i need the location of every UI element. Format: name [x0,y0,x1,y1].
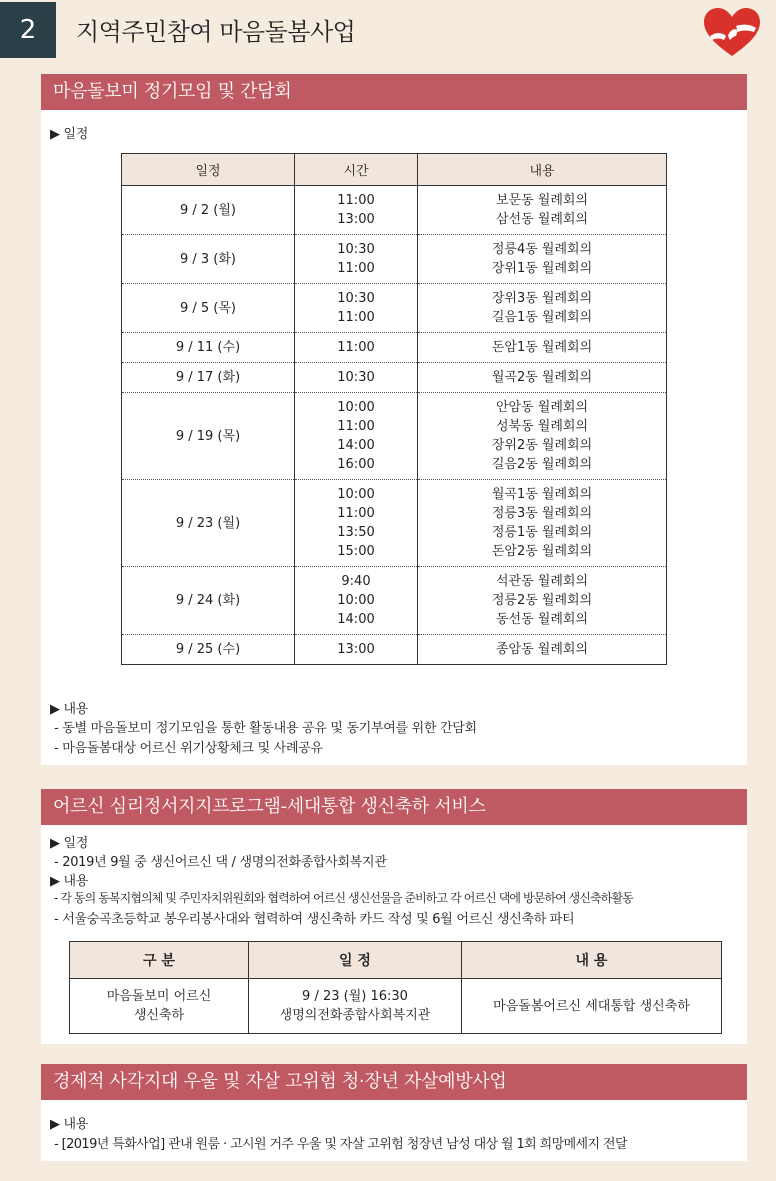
table-row [122,284,667,333]
time-line: 13:00 [337,212,375,227]
cell-time [295,333,418,363]
cell-time [295,235,418,284]
cell-time [295,284,418,333]
cell-time [295,186,418,235]
time-line: 13:00 [337,642,375,657]
cell-content [418,333,667,363]
page-title: 지역주민참여 마음돌봄사업 [76,18,356,46]
table-row [122,393,667,480]
section2-schedule-label: ▶ 일정 [50,836,89,851]
time-line: 11:00 [337,419,375,434]
time-line: 16:00 [337,457,375,472]
col-header-schedule: 일 정 [249,942,462,979]
time-line: 11:00 [337,193,375,208]
section2-title: 어르신 심리정서지지프로그램-세대통합 생신축하 서비스 [41,789,747,825]
content-line: 동선동 월례회의 [495,612,589,627]
cell-content [418,635,667,665]
content-line: 보문동 월례회의 [495,193,589,208]
cell-content: 마음돌봄어르신 세대통합 생신축하 [462,979,722,1034]
content-line: 석관동 월례회의 [495,574,589,589]
cell-content [418,480,667,567]
cell-date: 9 / 25 (수) [122,635,295,665]
content-line: 정릉4동 월례회의 [491,242,593,257]
section1-content-label: ▶ 내용 [50,702,89,717]
schedule-table [121,153,667,665]
cell-category [70,979,249,1034]
col-header-content: 내용 [418,154,667,186]
table-row [122,635,667,665]
section2-content-label: ▶ 내용 [50,874,89,889]
cell-date: 9 / 24 (화) [122,567,295,635]
section3-content-label: ▶ 내용 [50,1117,89,1132]
time-line: 11:00 [337,340,375,355]
time-line: 9:40 [341,574,371,589]
section-number: 2 [0,2,56,58]
table-row [122,480,667,567]
table-row [122,363,667,393]
cell-time [295,567,418,635]
time-line: 11:00 [337,506,375,521]
cell-line: 생신축하 [133,1008,185,1023]
content-line: 정릉1동 월례회의 [491,525,593,540]
col-header-time: 시간 [295,154,418,186]
cell-time [295,635,418,665]
cell-time [295,480,418,567]
content-line: 정릉3동 월례회의 [491,506,593,521]
cell-time [295,363,418,393]
content-line: 길음1동 월례회의 [491,310,593,325]
table-row [122,567,667,635]
content-line: 장위2동 월례회의 [491,438,593,453]
time-line: 10:30 [337,242,375,257]
table-row [122,235,667,284]
table-row [122,333,667,363]
time-line: 11:00 [337,261,375,276]
content-line: 안암동 월례회의 [495,400,589,415]
time-line: 11:00 [337,310,375,325]
content-line: 삼선동 월례회의 [495,212,589,227]
section1-schedule-label: ▶ 일정 [50,127,89,142]
cell-line: 마음돌보미 어르신 [106,989,212,1004]
col-header-category: 구 분 [70,942,249,979]
content-line: 성북동 월례회의 [495,419,589,434]
section3-content-line: - [2019년 특화사업] 관내 원룸 · 고시원 거주 우울 및 자살 고위험 청장년 남성 대상 월 1회 희망메세지 전달 [54,1137,627,1152]
cell-date: 9 / 11 (수) [122,333,295,363]
schedule-table-body [122,186,667,665]
section2-content-line: - 서울숭곡초등학교 봉우리봉사대와 협력하여 생신축하 카드 작성 및 6월 어르신 생신축하 파티 [54,912,575,927]
cell-line: 생명의전화종합사회복지관 [279,1008,431,1023]
cell-date: 9 / 19 (목) [122,393,295,480]
content-line: 장위1동 월례회의 [491,261,593,276]
birthday-table [69,941,722,1034]
page-header [0,0,776,62]
cell-content [418,284,667,333]
section1-content-line: - 동별 마음돌보미 정기모임을 통한 활동내용 공유 및 동기부여를 위한 간담회 [54,721,477,736]
cell-schedule [249,979,462,1034]
time-line: 10:00 [337,487,375,502]
time-line: 14:00 [337,612,375,627]
birthday-table-header [70,942,722,979]
content-line: 종암동 월례회의 [495,642,589,657]
cell-content [418,235,667,284]
cell-content [418,363,667,393]
cell-date: 9 / 5 (목) [122,284,295,333]
section3-title: 경제적 사각지대 우울 및 자살 고위험 청·장년 자살예방사업 [41,1064,747,1100]
content-line: 정릉2동 월례회의 [491,593,593,608]
content-line: 돈암1동 월례회의 [491,340,593,355]
cell-date: 9 / 23 (월) [122,480,295,567]
schedule-table-header [122,154,667,186]
section1-title: 마음돌보미 정기모임 및 간담회 [41,74,747,110]
section2-content-line: - 각 동의 동복지협의체 및 주민자치위원회와 협력하여 어르신 생신선물을 준비하고 각 어르신 댁에 방문하여 생신축하활동 [54,891,633,905]
heart-hands-icon [702,6,762,60]
time-line: 15:00 [337,544,375,559]
content-line: 장위3동 월례회의 [491,291,593,306]
cell-content [418,393,667,480]
time-line: 10:30 [337,370,375,385]
section1-content-line: - 마음돌봄대상 어르신 위기상황체크 및 사례공유 [54,741,323,756]
cell-time [295,393,418,480]
time-line: 14:00 [337,438,375,453]
cell-content [418,567,667,635]
col-header-date: 일정 [122,154,295,186]
content-line: 월곡1동 월례회의 [491,487,593,502]
time-line: 10:00 [337,400,375,415]
table-row [70,979,722,1034]
content-line: 길음2동 월례회의 [491,457,593,472]
content-line: 월곡2동 월례회의 [491,370,593,385]
col-header-content: 내 용 [462,942,722,979]
cell-date: 9 / 17 (화) [122,363,295,393]
cell-date: 9 / 2 (월) [122,186,295,235]
time-line: 13:50 [337,525,375,540]
cell-content [418,186,667,235]
cell-line: 9 / 23 (월) 16:30 [302,989,408,1004]
content-line: 돈암2동 월례회의 [491,544,593,559]
table-row [122,186,667,235]
time-line: 10:30 [337,291,375,306]
cell-date: 9 / 3 (화) [122,235,295,284]
section2-schedule-line: - 2019년 9월 중 생신어르신 댁 / 생명의전화종합사회복지관 [54,855,387,870]
time-line: 10:00 [337,593,375,608]
